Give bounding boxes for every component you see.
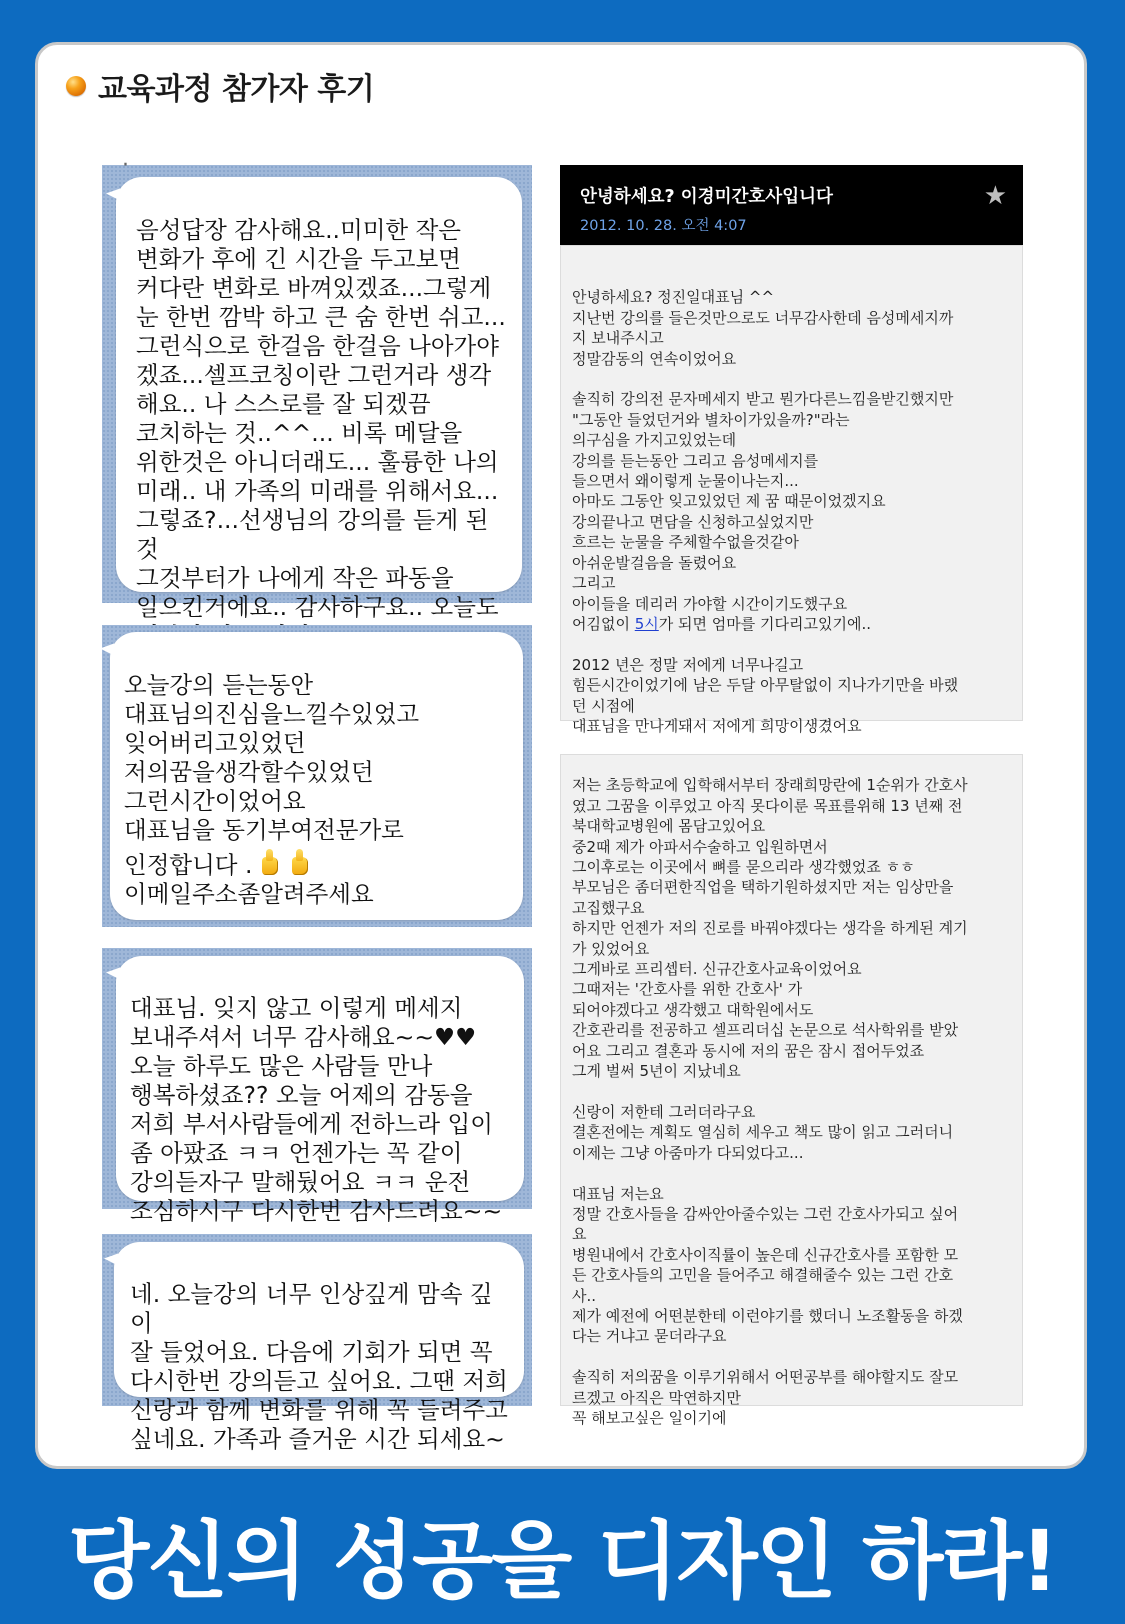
chat-bubble	[116, 956, 524, 1225]
chat-bubble	[114, 1242, 524, 1453]
chat-screenshot-4	[102, 1234, 532, 1453]
thumbs-up-icon	[286, 849, 312, 877]
hearts-emoji: ♥♥	[434, 1023, 477, 1051]
chat-screenshot-3	[102, 948, 532, 1225]
message-text: 가 되면 엄마를 기다리고있기에.. 2012 년은 정말 저에게 너무나길고 힘든시간이었기에 남은 두달 아무탈없이 지나가기만을 바랬 던 시점에 대표님을 만나게돼서 저에게 희망이생겼어요	[572, 614, 959, 735]
message-text: 안녕하세요? 정진일대표님 ^^ 지난번 강의를 들은것만으로도 너무감사한데 음성메세지까 지 보내주시고 정말감동의 연속이었어요 솔직히 강의전 문자메세지 받고 뭔가다른느낌을받긴했지만 "그동안 들었던거와 별차이가있을까?"라는 의구심을 가지고있었는데 강의를 듣는동안 그리고 음성메세지를 들으면서 왜이렇게 눈물이나는지... 아마도 그동안 잊고있었던 제 꿈 때문이었겠지요 강의끝나고 면담을 신청하고싶었지만 흐르는 눈물을 주체할수없을것같아 아쉬운발걸음을 돌렸어요 그리고 아이들을 데리러 가야할 시간이기도했구요 어김없이	[572, 288, 954, 633]
message-body-1	[560, 245, 1023, 735]
message-body-2	[560, 754, 1023, 1427]
sender-title: 안녕하세요? 이경미간호사입니다	[580, 187, 833, 207]
thumbs-up-icon	[256, 849, 282, 877]
footer-slogan: 당신의 성공을 디자인 하라!	[68, 1511, 1057, 1610]
chat-screenshot-2	[102, 625, 532, 927]
message-header	[560, 165, 1023, 245]
chat-text: 오늘 하루도 많은 사람들 만나 행복하셨죠?? 오늘 어제의 감동을 저희 부서사람들에게 전하느라 입이 좀 아팠죠 ㅋㅋ 언젠가는 꼭 같이 강의듣자구 말해뒀어요 ㅋㅋ 운전 조심하시구 다시한번 감사드려요~~	[130, 1052, 503, 1225]
chat-bubble	[116, 177, 522, 621]
time-link[interactable]: 5시	[634, 614, 659, 633]
cropped-previous-message: ·	[122, 153, 129, 178]
chat-text: 대표님. 잊지 않고 이렇게 메세지 보내주셔서 너무 감사해요~~	[130, 994, 463, 1051]
section-title	[66, 64, 374, 108]
message-text: 저는 초등학교에 입학해서부터 장래희망란에 1순위가 간호사 였고 그꿈을 이루었고 아직 못다이룬 목표를위해 13 년째 전 북대학교병원에 몸담고있어요 중2때 제가 아파서수술하고 입원하면서 그이후로는 이곳에서 뼈를 묻으리라 생각했었죠 ㅎㅎ 부모님은 좀더편한직업을 택하기원하셨지만 저는 임상만을 고집했구요 하지만 언젠가 저의 진로를 바꿔야겠다는 생각을 하게된 계기 가 있었어요 그게바로 프리셉터. 신규간호사교육이었어요 그때저는 '간호사를 위한 간호사' 가 되어야겠다고 생각했고 대학원에서도 간호관리를 전공하고 셀프리더십 논문으로 석사학위를 받았 어요 그리고 결혼과 동시에 저의 꿈은 잠시 접어두었죠 그게 벌써 5년이 지났네요 신랑이 저한테 그러더라구요 결혼전에는 계획도 열심히 세우고 책도 많이 읽고 그러더니 이제는 그냥 아줌마가 다되었다고... 대표님 저는요 정말 간호사들을 감싸안아줄수있는 그런 간호사가되고 싶어 요 병원내에서 간호사이직률이 높은데 신규간호사를 포함한 모 든 간호사들의 고민을 들어주고 해결해줄수 있는 그런 간호 사.. 제가 예전에 어떤분한테 이런야기를 했더니 노조활동을 하겠 다는 거냐고 묻더라구요 솔직히 저의꿈을 이루기위해서 어떤공부를 해야할지도 잘모 르겠고 아직은 막연하지만 꼭 해보고싶은 일이기에	[572, 776, 968, 1427]
message-date: 2012. 10. 28. 오전 4:07	[580, 218, 747, 234]
footer-banner	[0, 1484, 1125, 1624]
chat-bubble	[110, 632, 523, 920]
chat-text: 네. 오늘강의 너무 인상깊게 맘속 깊이 잘 들었어요. 다음에 기회가 되면 꼭 다시한번 강의듣고 싶어요. 그땐 저희 신랑과 함께 변화를 위해 꼭 들려주고 싶네요. 가족과 즐거운 시간 되세요~	[130, 1280, 508, 1453]
page-title: 교육과정 참가자 후기	[98, 72, 375, 107]
chat-text: 이메일주소좀알려주세요	[124, 880, 374, 908]
chat-screenshot-1	[102, 153, 532, 621]
chat-text: 인정합니다 .	[124, 851, 253, 879]
chat-text: 음성답장 감사해요..미미한 작은 변화가 후에 긴 시간을 두고보면 커다란 변화로 바껴있겠죠...그렇게 눈 한번 깜박 하고 큰 숨 한번 쉬고... 그런식으로 한걸음 한걸음 나아가야 겠죠...셀프코칭이란 그런거라 생각 해요.. 나 스스로를 잘 되겠끔 코치하는 것..^^... 비록 메달을 위한것은 아니더래도... 훌륭한 나의 미래.. 내 가족의 미래를 위해서요... 그렇죠?...선생님의 강의를 듣게 된것 그것부터가 나에게 작은 파동을 일으킨거에요.. 감사하구요.. 오늘도	[136, 216, 506, 621]
orange-bullet-icon	[66, 76, 86, 96]
star-icon[interactable]: ★	[983, 181, 1007, 211]
chat-text: 오늘강의 듣는동안 대표님의진심을느낄수있었고 잊어버리고있었던 저의꿈을생각할수있었던 그런시간이었어요 대표님을 동기부여전문가로	[124, 671, 420, 844]
